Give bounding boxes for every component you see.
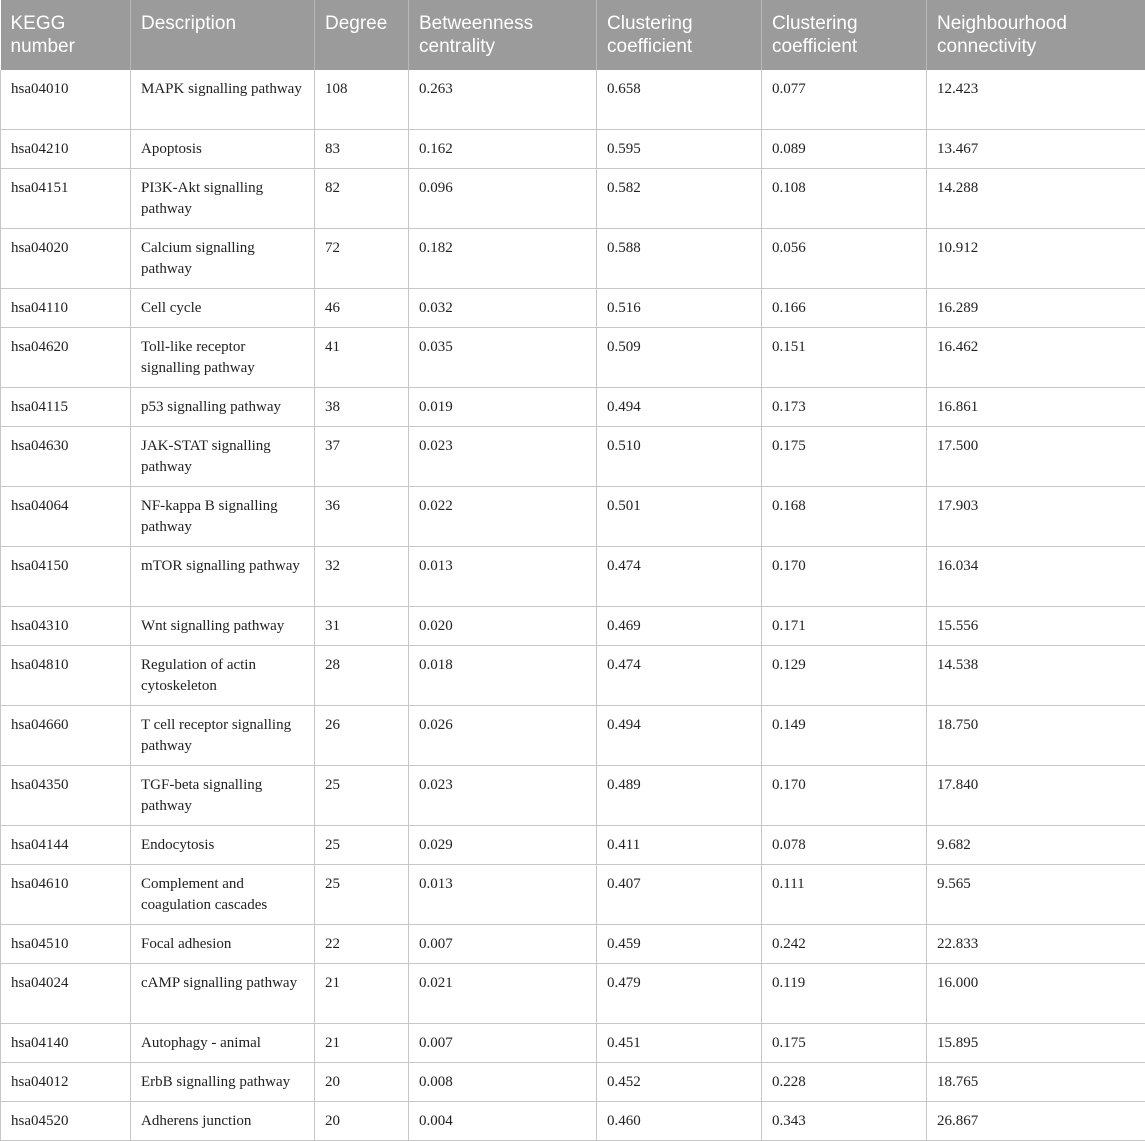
degree-cell: 21 bbox=[315, 1024, 409, 1063]
clustering-coefficient-cell: 0.175 bbox=[762, 1024, 927, 1063]
table-row bbox=[1, 547, 1145, 607]
clustering-coefficient-cell: 0.129 bbox=[762, 646, 927, 706]
degree-cell: 20 bbox=[315, 1102, 409, 1141]
clustering-coefficient-cell: 0.459 bbox=[597, 925, 762, 964]
kegg-number-cell: hsa04115 bbox=[1, 388, 131, 427]
connectivity-cell: 22.833 bbox=[927, 925, 1145, 964]
description-cell: Autophagy - animal bbox=[131, 1024, 315, 1063]
degree-cell: 83 bbox=[315, 130, 409, 169]
table-row bbox=[1, 865, 1145, 925]
description-cell: NF-kappa B signalling pathway bbox=[131, 487, 315, 547]
betweenness-cell: 0.007 bbox=[409, 925, 597, 964]
betweenness-cell: 0.023 bbox=[409, 766, 597, 826]
header-degree: Degree bbox=[315, 0, 409, 70]
kegg-number-cell: hsa04144 bbox=[1, 826, 131, 865]
description-cell: mTOR signalling pathway bbox=[131, 547, 315, 607]
degree-cell: 31 bbox=[315, 607, 409, 646]
clustering-coefficient-cell: 0.658 bbox=[597, 70, 762, 130]
degree-cell: 46 bbox=[315, 289, 409, 328]
kegg-number-cell: hsa04660 bbox=[1, 706, 131, 766]
clustering-coefficient-cell: 0.452 bbox=[597, 1063, 762, 1102]
table-row bbox=[1, 826, 1145, 865]
connectivity-cell: 18.750 bbox=[927, 706, 1145, 766]
betweenness-cell: 0.263 bbox=[409, 70, 597, 130]
description-cell: JAK-STAT signalling pathway bbox=[131, 427, 315, 487]
betweenness-cell: 0.020 bbox=[409, 607, 597, 646]
description-cell: Toll-like receptor signalling pathway bbox=[131, 328, 315, 388]
connectivity-cell: 17.840 bbox=[927, 766, 1145, 826]
connectivity-cell: 9.565 bbox=[927, 865, 1145, 925]
degree-cell: 32 bbox=[315, 547, 409, 607]
header-neighbourhood-connectivity: Neighbourhood connectivity bbox=[927, 0, 1145, 70]
table-row bbox=[1, 1063, 1145, 1102]
clustering-coefficient-cell: 0.474 bbox=[597, 547, 762, 607]
table-row bbox=[1, 1102, 1145, 1141]
connectivity-cell: 26.867 bbox=[927, 1102, 1145, 1141]
betweenness-cell: 0.096 bbox=[409, 169, 597, 229]
betweenness-cell: 0.021 bbox=[409, 964, 597, 1024]
degree-cell: 21 bbox=[315, 964, 409, 1024]
table-row bbox=[1, 487, 1145, 547]
clustering-coefficient-cell: 0.173 bbox=[762, 388, 927, 427]
clustering-coefficient-cell: 0.411 bbox=[597, 826, 762, 865]
kegg-number-cell: hsa04064 bbox=[1, 487, 131, 547]
betweenness-cell: 0.035 bbox=[409, 328, 597, 388]
clustering-coefficient-cell: 0.451 bbox=[597, 1024, 762, 1063]
table-row bbox=[1, 169, 1145, 229]
table-row bbox=[1, 925, 1145, 964]
clustering-coefficient-cell: 0.407 bbox=[597, 865, 762, 925]
clustering-coefficient-cell: 0.166 bbox=[762, 289, 927, 328]
header-row bbox=[1, 0, 1145, 70]
kegg-number-cell: hsa04151 bbox=[1, 169, 131, 229]
clustering-coefficient-cell: 0.474 bbox=[597, 646, 762, 706]
betweenness-cell: 0.007 bbox=[409, 1024, 597, 1063]
connectivity-cell: 10.912 bbox=[927, 229, 1145, 289]
connectivity-cell: 9.682 bbox=[927, 826, 1145, 865]
table-row bbox=[1, 289, 1145, 328]
kegg-number-cell: hsa04024 bbox=[1, 964, 131, 1024]
kegg-number-cell: hsa04520 bbox=[1, 1102, 131, 1141]
kegg-number-cell: hsa04810 bbox=[1, 646, 131, 706]
clustering-coefficient-cell: 0.108 bbox=[762, 169, 927, 229]
degree-cell: 41 bbox=[315, 328, 409, 388]
clustering-coefficient-cell: 0.149 bbox=[762, 706, 927, 766]
betweenness-cell: 0.004 bbox=[409, 1102, 597, 1141]
degree-cell: 25 bbox=[315, 826, 409, 865]
kegg-number-cell: hsa04510 bbox=[1, 925, 131, 964]
table-row bbox=[1, 1024, 1145, 1063]
description-cell: cAMP signalling pathway bbox=[131, 964, 315, 1024]
table-header bbox=[1, 0, 1145, 70]
connectivity-cell: 17.903 bbox=[927, 487, 1145, 547]
table-row bbox=[1, 646, 1145, 706]
clustering-coefficient-cell: 0.343 bbox=[762, 1102, 927, 1141]
clustering-coefficient-cell: 0.171 bbox=[762, 607, 927, 646]
header-betweenness-centrality: Betweenness centrality bbox=[409, 0, 597, 70]
betweenness-cell: 0.162 bbox=[409, 130, 597, 169]
table-row bbox=[1, 229, 1145, 289]
betweenness-cell: 0.013 bbox=[409, 865, 597, 925]
table-row bbox=[1, 964, 1145, 1024]
clustering-coefficient-cell: 0.516 bbox=[597, 289, 762, 328]
table-row bbox=[1, 766, 1145, 826]
degree-cell: 108 bbox=[315, 70, 409, 130]
clustering-coefficient-cell: 0.494 bbox=[597, 706, 762, 766]
clustering-coefficient-cell: 0.588 bbox=[597, 229, 762, 289]
connectivity-cell: 15.895 bbox=[927, 1024, 1145, 1063]
connectivity-cell: 14.538 bbox=[927, 646, 1145, 706]
connectivity-cell: 12.423 bbox=[927, 70, 1145, 130]
betweenness-cell: 0.018 bbox=[409, 646, 597, 706]
betweenness-cell: 0.008 bbox=[409, 1063, 597, 1102]
degree-cell: 25 bbox=[315, 865, 409, 925]
clustering-coefficient-cell: 0.494 bbox=[597, 388, 762, 427]
kegg-number-cell: hsa04210 bbox=[1, 130, 131, 169]
kegg-number-cell: hsa04630 bbox=[1, 427, 131, 487]
description-cell: Wnt signalling pathway bbox=[131, 607, 315, 646]
betweenness-cell: 0.032 bbox=[409, 289, 597, 328]
kegg-number-cell: hsa04020 bbox=[1, 229, 131, 289]
degree-cell: 28 bbox=[315, 646, 409, 706]
kegg-number-cell: hsa04010 bbox=[1, 70, 131, 130]
betweenness-cell: 0.023 bbox=[409, 427, 597, 487]
connectivity-cell: 16.034 bbox=[927, 547, 1145, 607]
description-cell: Adherens junction bbox=[131, 1102, 315, 1141]
table-row bbox=[1, 70, 1145, 130]
clustering-coefficient-cell: 0.111 bbox=[762, 865, 927, 925]
clustering-coefficient-cell: 0.582 bbox=[597, 169, 762, 229]
connectivity-cell: 16.861 bbox=[927, 388, 1145, 427]
degree-cell: 72 bbox=[315, 229, 409, 289]
betweenness-cell: 0.022 bbox=[409, 487, 597, 547]
clustering-coefficient-cell: 0.056 bbox=[762, 229, 927, 289]
description-cell: Apoptosis bbox=[131, 130, 315, 169]
betweenness-cell: 0.019 bbox=[409, 388, 597, 427]
table-row bbox=[1, 427, 1145, 487]
degree-cell: 37 bbox=[315, 427, 409, 487]
connectivity-cell: 17.500 bbox=[927, 427, 1145, 487]
connectivity-cell: 16.000 bbox=[927, 964, 1145, 1024]
kegg-number-cell: hsa04012 bbox=[1, 1063, 131, 1102]
kegg-number-cell: hsa04110 bbox=[1, 289, 131, 328]
clustering-coefficient-cell: 0.151 bbox=[762, 328, 927, 388]
clustering-coefficient-cell: 0.089 bbox=[762, 130, 927, 169]
clustering-coefficient-cell: 0.469 bbox=[597, 607, 762, 646]
connectivity-cell: 13.467 bbox=[927, 130, 1145, 169]
description-cell: p53 signalling pathway bbox=[131, 388, 315, 427]
degree-cell: 22 bbox=[315, 925, 409, 964]
description-cell: Cell cycle bbox=[131, 289, 315, 328]
table-row bbox=[1, 706, 1145, 766]
description-cell: PI3K-Akt signalling pathway bbox=[131, 169, 315, 229]
clustering-coefficient-cell: 0.501 bbox=[597, 487, 762, 547]
table-row bbox=[1, 388, 1145, 427]
clustering-coefficient-cell: 0.170 bbox=[762, 766, 927, 826]
betweenness-cell: 0.026 bbox=[409, 706, 597, 766]
description-cell: T cell receptor signalling pathway bbox=[131, 706, 315, 766]
connectivity-cell: 18.765 bbox=[927, 1063, 1145, 1102]
degree-cell: 82 bbox=[315, 169, 409, 229]
clustering-coefficient-cell: 0.170 bbox=[762, 547, 927, 607]
description-cell: ErbB signalling pathway bbox=[131, 1063, 315, 1102]
betweenness-cell: 0.013 bbox=[409, 547, 597, 607]
header-kegg-number: KEGG number bbox=[1, 0, 131, 70]
description-cell: Focal adhesion bbox=[131, 925, 315, 964]
table-row bbox=[1, 607, 1145, 646]
description-cell: Endocytosis bbox=[131, 826, 315, 865]
header-description: Description bbox=[131, 0, 315, 70]
table-row bbox=[1, 130, 1145, 169]
connectivity-cell: 16.289 bbox=[927, 289, 1145, 328]
clustering-coefficient-cell: 0.119 bbox=[762, 964, 927, 1024]
kegg-number-cell: hsa04620 bbox=[1, 328, 131, 388]
clustering-coefficient-cell: 0.078 bbox=[762, 826, 927, 865]
description-cell: Calcium signalling pathway bbox=[131, 229, 315, 289]
kegg-number-cell: hsa04350 bbox=[1, 766, 131, 826]
degree-cell: 36 bbox=[315, 487, 409, 547]
connectivity-cell: 16.462 bbox=[927, 328, 1145, 388]
description-cell: MAPK signalling pathway bbox=[131, 70, 315, 130]
clustering-coefficient-cell: 0.242 bbox=[762, 925, 927, 964]
kegg-number-cell: hsa04310 bbox=[1, 607, 131, 646]
description-cell: Complement and coagulation cascades bbox=[131, 865, 315, 925]
clustering-coefficient-cell: 0.509 bbox=[597, 328, 762, 388]
connectivity-cell: 14.288 bbox=[927, 169, 1145, 229]
clustering-coefficient-cell: 0.175 bbox=[762, 427, 927, 487]
degree-cell: 20 bbox=[315, 1063, 409, 1102]
description-cell: TGF-beta signalling pathway bbox=[131, 766, 315, 826]
betweenness-cell: 0.182 bbox=[409, 229, 597, 289]
clustering-coefficient-cell: 0.460 bbox=[597, 1102, 762, 1141]
table-row bbox=[1, 328, 1145, 388]
header-clustering-coefficient-1: Clustering coefficient bbox=[597, 0, 762, 70]
kegg-number-cell: hsa04610 bbox=[1, 865, 131, 925]
clustering-coefficient-cell: 0.479 bbox=[597, 964, 762, 1024]
connectivity-cell: 15.556 bbox=[927, 607, 1145, 646]
clustering-coefficient-cell: 0.168 bbox=[762, 487, 927, 547]
degree-cell: 26 bbox=[315, 706, 409, 766]
kegg-number-cell: hsa04150 bbox=[1, 547, 131, 607]
clustering-coefficient-cell: 0.077 bbox=[762, 70, 927, 130]
description-cell: Regulation of actin cytoskeleton bbox=[131, 646, 315, 706]
header-clustering-coefficient-2: Clustering coefficient bbox=[762, 0, 927, 70]
betweenness-cell: 0.029 bbox=[409, 826, 597, 865]
clustering-coefficient-cell: 0.595 bbox=[597, 130, 762, 169]
degree-cell: 38 bbox=[315, 388, 409, 427]
clustering-coefficient-cell: 0.489 bbox=[597, 766, 762, 826]
table-body bbox=[1, 70, 1145, 1141]
clustering-coefficient-cell: 0.510 bbox=[597, 427, 762, 487]
kegg-number-cell: hsa04140 bbox=[1, 1024, 131, 1063]
degree-cell: 25 bbox=[315, 766, 409, 826]
clustering-coefficient-cell: 0.228 bbox=[762, 1063, 927, 1102]
